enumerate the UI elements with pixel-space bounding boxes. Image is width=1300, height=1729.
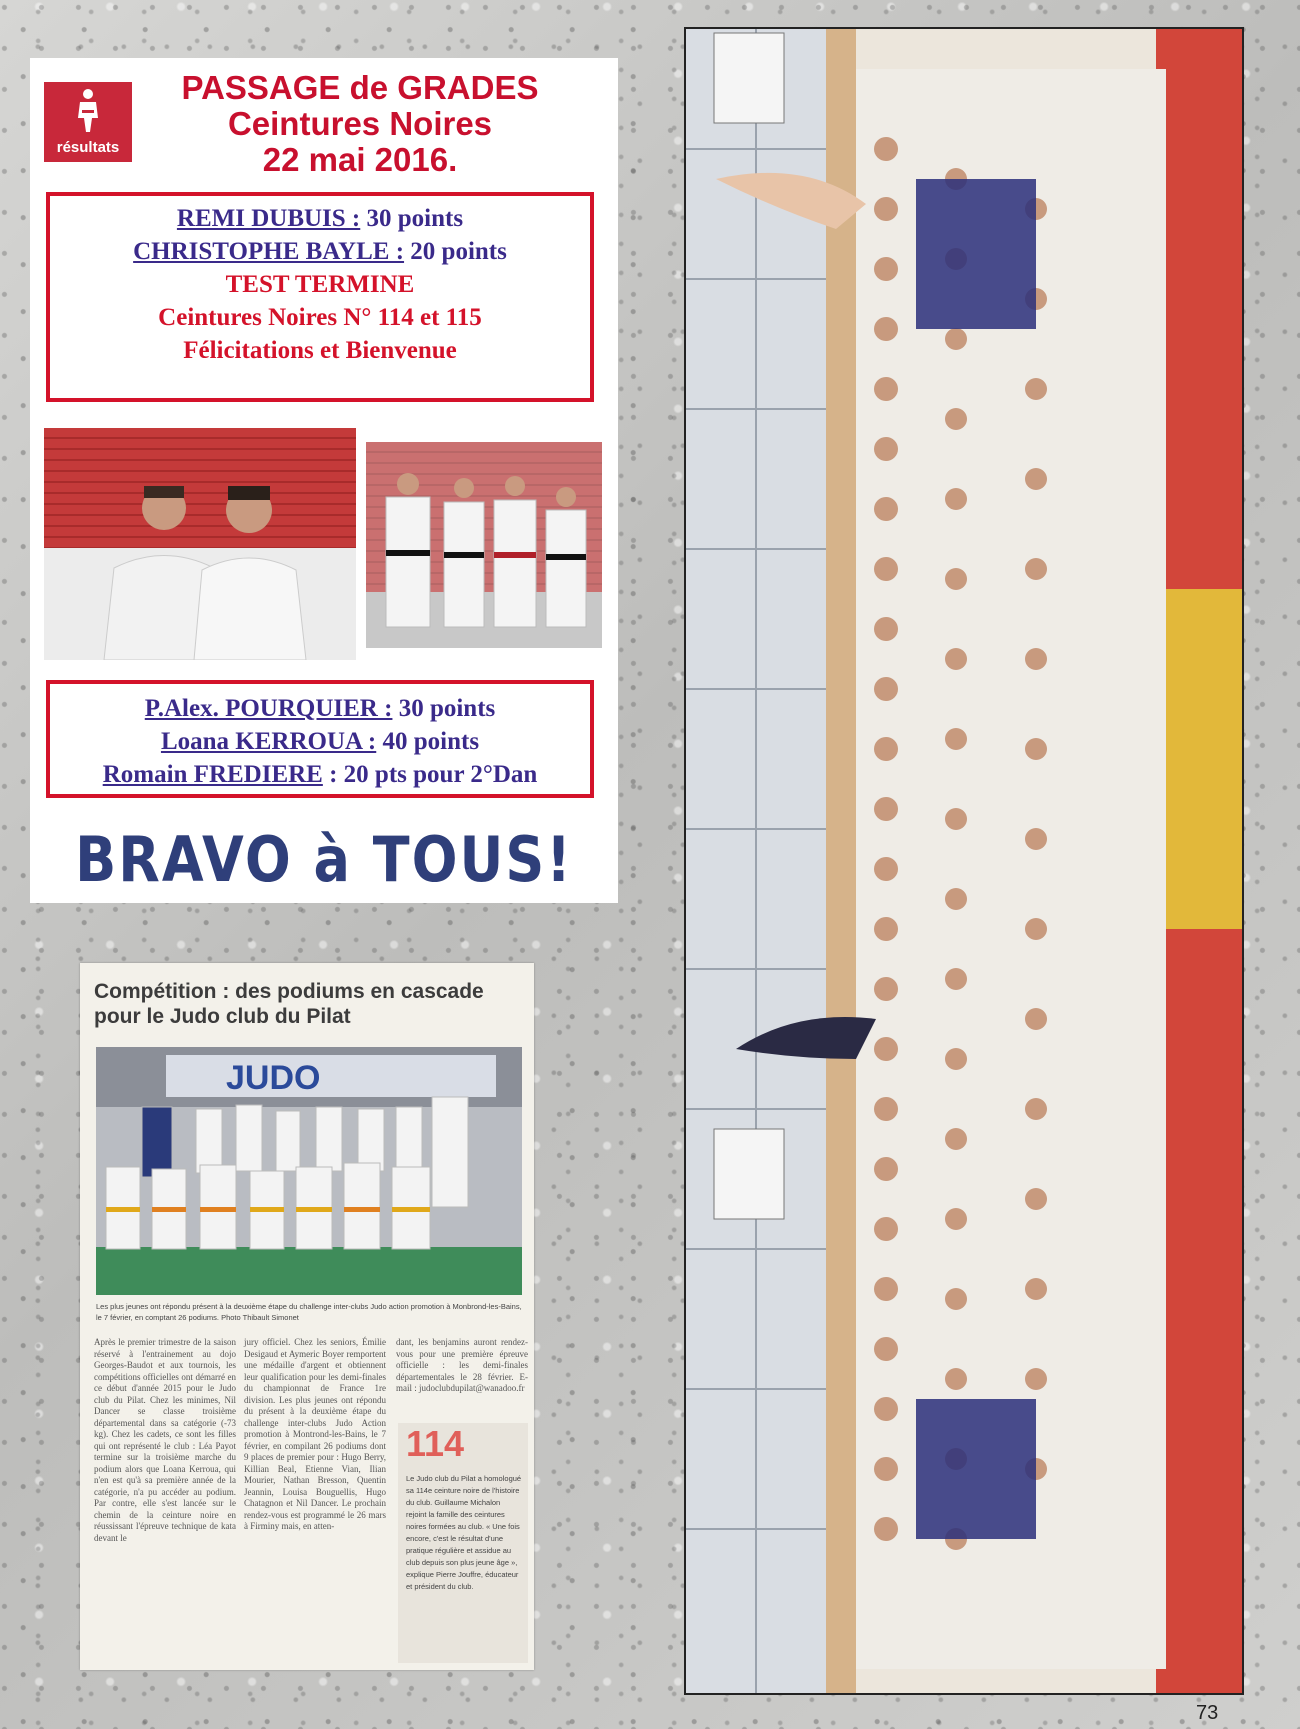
score-row [50,202,590,235]
clipping-headline: Compétition : des podiums en cascade pour le Judo club du Pilat [94,980,484,1028]
sidebar-box-114 [398,1423,528,1663]
score-points: 20 points [404,238,507,265]
group-photo-illustration [686,29,1242,1693]
badge-label: résultats [56,139,120,156]
score-name: P.Alex. POURQUIER : [144,695,393,722]
article-column-1: Après le premier trimestre de la saison réservé à l'entrainement au dojo Georges-Baudot et aux tournois, les compétitions officielles ont démarré en ce début d'année 2015 pour le Judo club du Pilat. Chez les minimes, Nil Dancer se classe troisième départemental dans sa catégorie (-73 kg). Chez les cadets, ce sont les filles qui ont représenté le club : Léa Payot termine sur la troisième marche du podium alors que Loana Kerroua, qui n'en est qu'à sa première année de la catégorie, n'a pu accéder au podium. Par contre, elle s'est lancée sur le chemin de la ceinture noire en réussissant l'épreuve technique de kata devant le [94,1337,236,1543]
title-line-2: Ceintures Noires [227,105,493,142]
title-date: 22 mai 2016. [262,141,458,178]
photo-two-judokas [44,428,356,660]
black-belt-numbers: Ceintures Noires N° 114 et 115 [158,304,482,331]
kids-podium-illustration [96,1047,522,1295]
newspaper-clipping [80,963,534,1670]
congratulations: Félicitations et Bienvenue [183,337,457,364]
score-row [50,235,590,268]
judo-banner: JUDO [226,1059,321,1097]
score-points: 30 points [392,695,496,722]
score-row [50,725,590,758]
score-points: 40 points [376,728,480,755]
score-name: Romain FREDIERE [102,761,323,788]
score-row [50,758,590,791]
score-points: : 20 pts pour 2°Dan [322,761,538,788]
box-number: 114 [406,1423,465,1464]
bravo-heading: BRAVO à TOUS! [75,823,573,896]
score-name: Loana KERROUA : [160,728,377,755]
article-column-2: jury officiel. Chez les seniors, Émilie Desigaud et Aymeric Boyer remportent une médaille d'argent et obtiennent leur qualification pour les demi-finales du championnat de France 1re division. Les plus jeunes ont répondu du présent à la deuxième étape du challenge inter-clubs Judo Action promotion à Montrond-les-Bains, le 7 février, en compilant 26 podiums dont 9 places de premier pour : Hugo Berry, Killian Beal, Etienne Vian, Ilian Mourier, Nathan Bresson, Quentin Jeannin, Louisa Bouguellis, Hugo Chatagnon et Nil Dancer. Le prochain rendez-vous est programmé le 26 mars à Firminy mais, en atten- [244,1337,386,1531]
score-box-grades [46,680,594,798]
test-status: TEST TERMINE [225,271,415,298]
score-name: REMI DUBUIS : [176,205,361,232]
score-row [50,692,590,725]
judokas-illustration [44,428,356,660]
page-number: 73 [1196,1702,1219,1724]
box-text: Le Judo club du Pilat a homologué sa 114e ceinture noire de l'histoire du club. Guillaume Michalon rejoint la famille des ceintures noires formées au club. « Une fois encore, c'est le résultat d'une pratique régulière et assidue au club depuis son plus jeune âge », explique Pierre Jouffre, éducateur et président du club. [406,1474,522,1591]
judoka-icon [74,88,102,132]
article-column-3: dant, les benjamins auront rendez-vous pour une première épreuve officielle : les demi-finales départementales le 28 février. E-mail : judoclubdupilat@wanadoo.fr [396,1337,528,1393]
clipping-photo [96,1047,522,1295]
results-card [30,58,618,903]
score-points: 30 points [360,205,464,232]
title-line-1: PASSAGE de GRADES [181,69,539,106]
score-box-black-belts [46,192,594,402]
results-badge [44,82,132,162]
photo-four-black-belts [366,442,602,648]
group-photo [684,27,1244,1695]
clipping-caption: Les plus jeunes ont répondu présent à la deuxième étape du challenge inter-clubs Judo action promotion à Monbrond-les-Bains, le 7 février, en comptant 26 podiums. Photo Thibault Simonet [96,1302,522,1322]
black-belts-illustration [366,442,602,648]
score-name: CHRISTOPHE BAYLE : [133,238,405,265]
